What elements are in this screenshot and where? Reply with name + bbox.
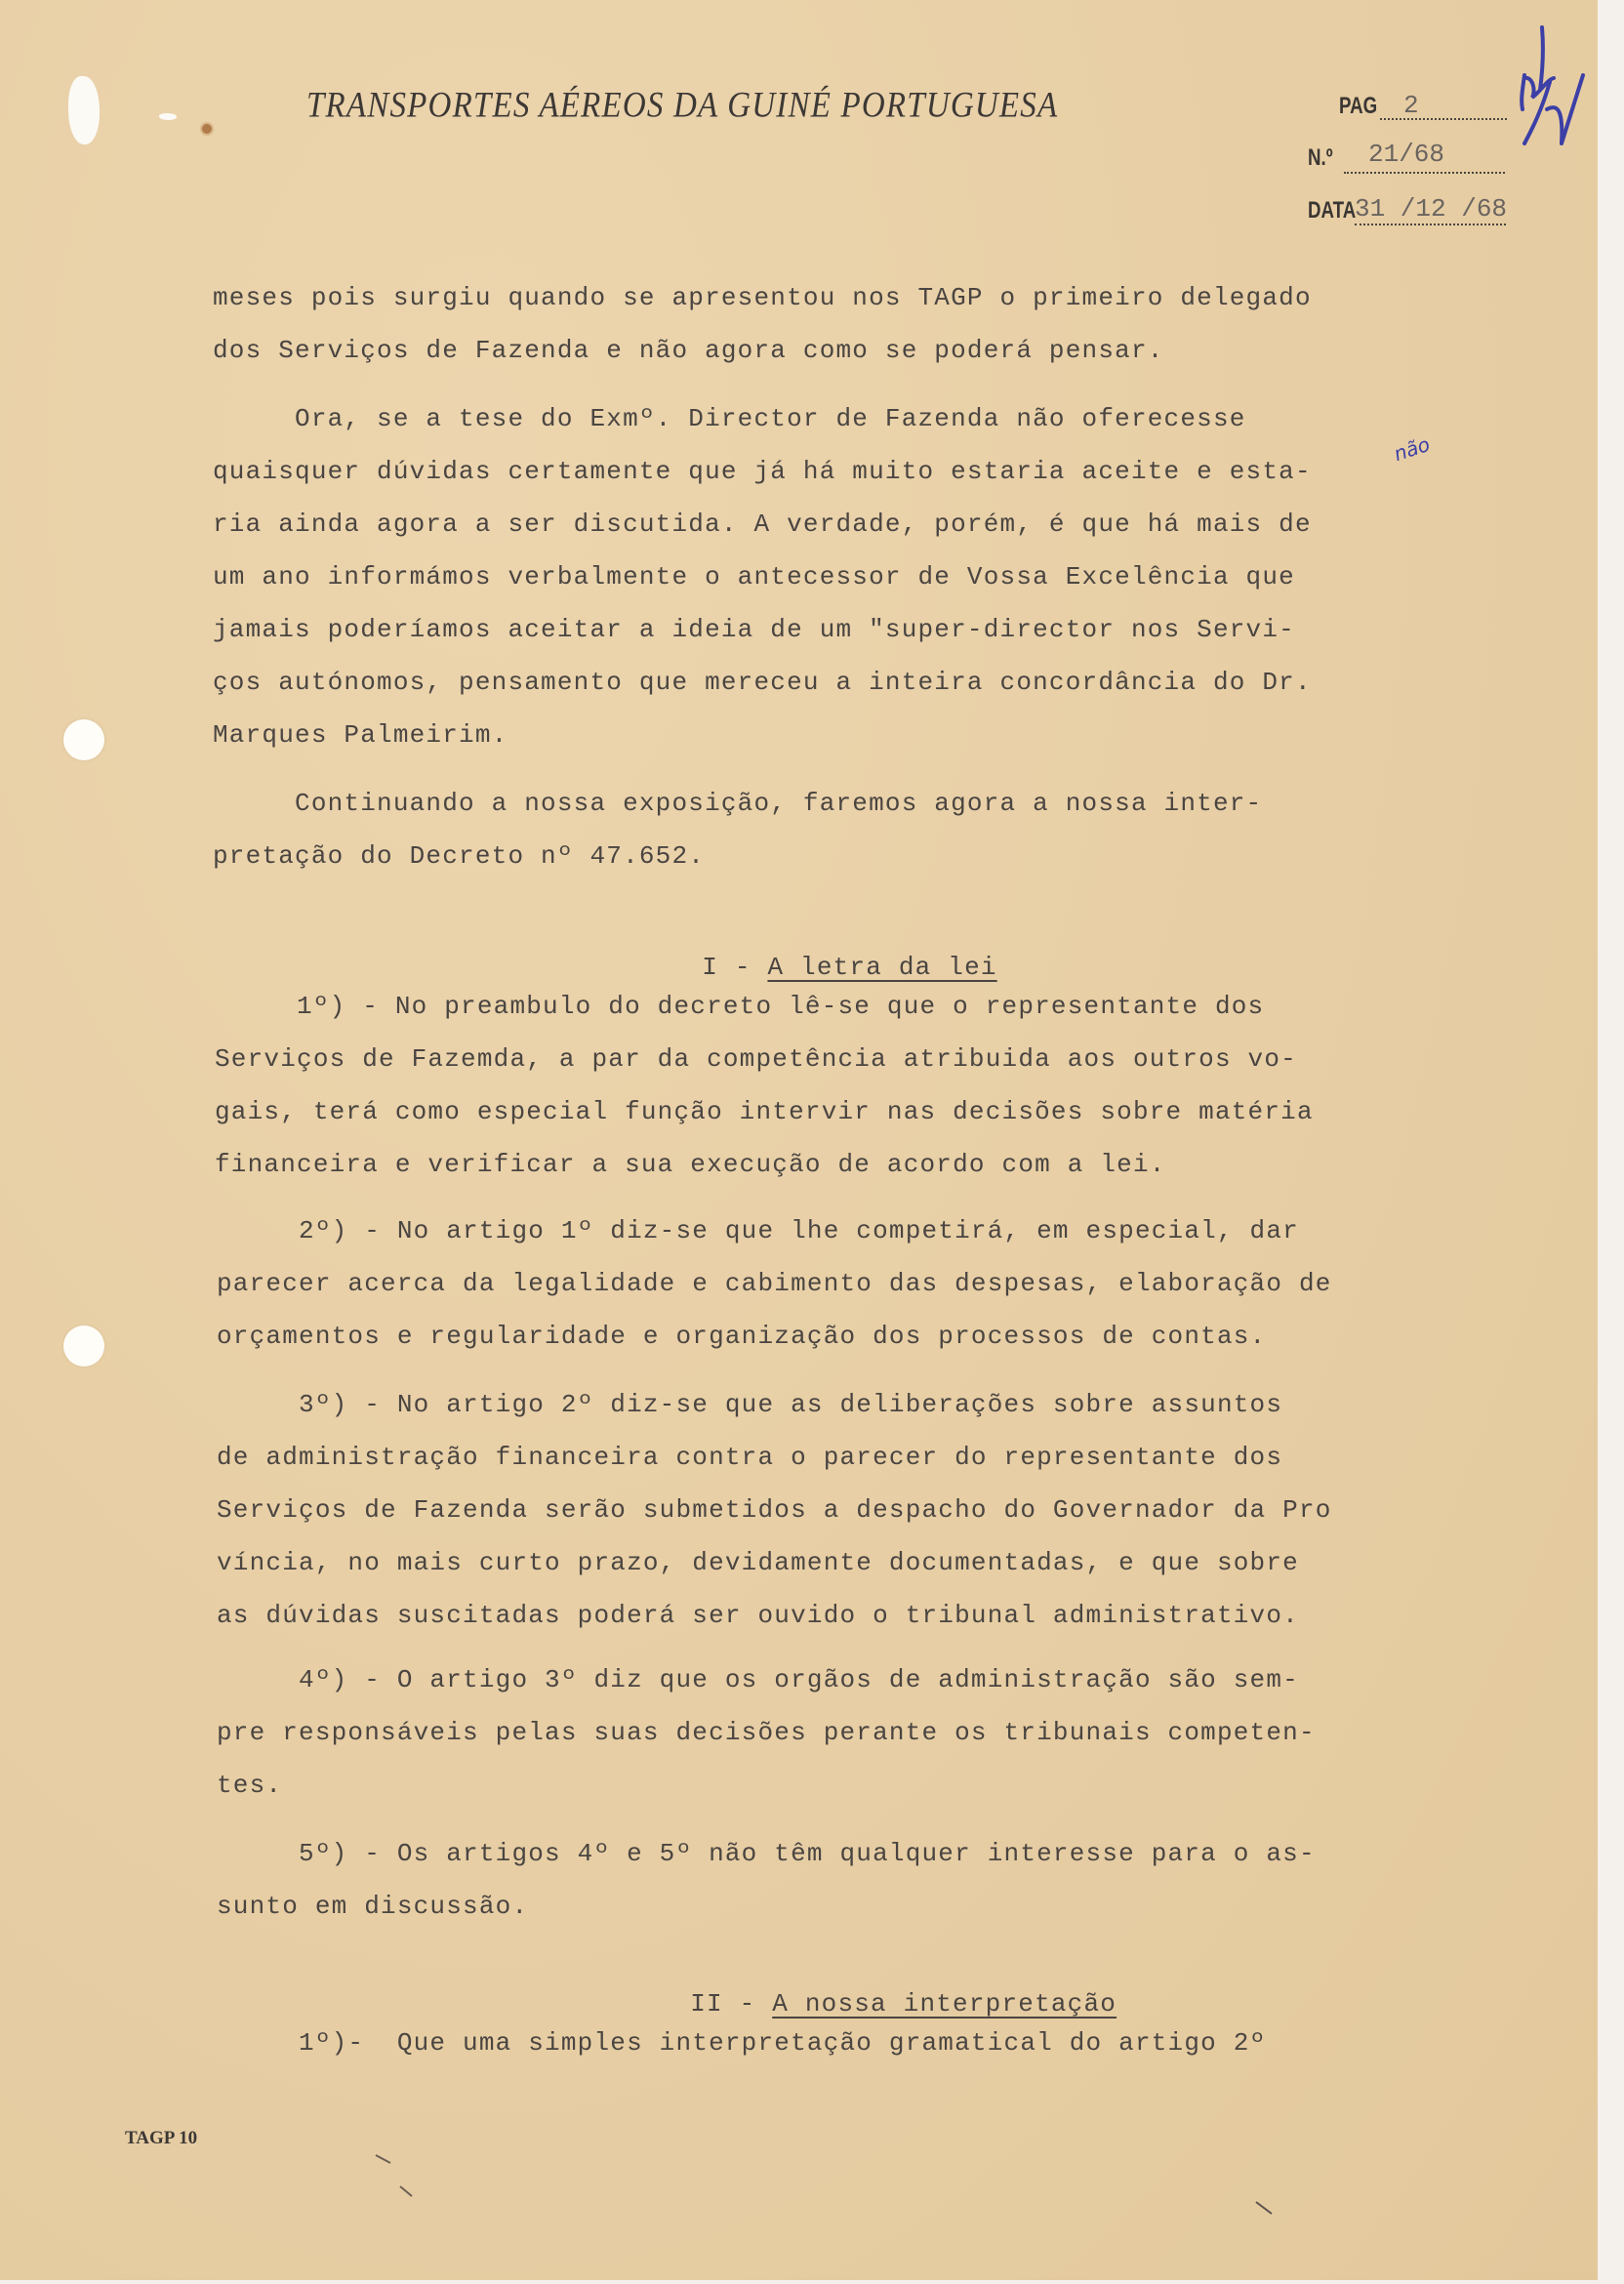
item-line: tes. [217,1771,283,1800]
body-line: Ora, se a tese do Exmº. Director de Fazenda não oferecesse [213,404,1246,433]
body-line: pretação do Decreto nº 47.652. [213,841,706,871]
item-line: 5º) - Os artigos 4º e 5º não têm qualquer interesse para o as- [217,1839,1316,1868]
page-label: PAG [1339,93,1378,119]
torn-paper-mark [159,113,177,120]
item-line: sunto em discussão. [217,1892,529,1921]
handwritten-insert: não [1391,431,1433,467]
section-title: A nossa interpretação [772,1989,1117,2019]
item-line: de administração financeira contra o parecer do representante dos [217,1443,1283,1472]
item-line: parecer acerca da legalidade e cabimento das despesas, elaboração de [217,1269,1332,1298]
punch-hole-top [63,719,104,760]
item-line: 3º) - No artigo 2º diz-se que as deliberações sobre assuntos [217,1390,1283,1419]
document-date: 31 /12 /68 [1355,194,1508,224]
item-line: pre responsáveis pelas suas decisões perante os tribunais competen- [217,1718,1316,1747]
date-label: DATA [1308,197,1357,224]
item-line: 1º)- Que uma simples interpretação gramatical do artigo 2º [217,2028,1267,2058]
body-line: dos Serviços de Fazenda e não agora como se poderá pensar. [213,336,1164,365]
date-dotted-line [1355,224,1506,225]
item-line: 1º) - No preambulo do decreto lê-se que o representante dos [215,992,1265,1021]
stray-pencil-mark [371,2147,429,2225]
item-line: Serviços de Fazenda serão submetidos a despacho do Governador da Pro [217,1495,1332,1525]
body-line: Continuando a nossa exposição, faremos agora a nossa inter- [213,789,1263,818]
punch-hole-bottom [63,1326,104,1366]
body-line: ços autónomos, pensamento que mereceu a inteira concordância do Dr. [213,668,1312,697]
section-title: A letra da lei [767,953,997,982]
body-line: um ano informámos verbalmente o antecessor de Vossa Excelência que [213,562,1295,591]
item-line: gais, terá como especial função intervir nas decisões sobre matéria [215,1097,1314,1126]
body-line: ria ainda agora a ser discutida. A verdade, porém, é que há mais de [213,510,1312,539]
body-line: quaisquer dúvidas certamente que já há muito estaria aceite e esta- [213,457,1312,486]
page-number: 2 [1403,91,1419,120]
item-line: as dúvidas suscitadas poderá ser ouvido o tribunal administrativo. [217,1601,1299,1630]
item-line: Serviços de Fazemda, a par da competência atribuida aos outros vo- [215,1044,1297,1074]
section-numeral: II - [690,1989,773,2019]
item-line: 2º) - No artigo 1º diz-se que lhe competirá, em especial, dar [217,1216,1299,1245]
body-line: meses pois surgiu quando se apresentou nos TAGP o primeiro delegado [213,283,1312,312]
torn-paper-mark [68,76,100,144]
letterhead-title: TRANSPORTES AÉREOS DA GUINÉ PORTUGUESA [306,86,1059,126]
number-dotted-line [1344,172,1505,174]
form-code: TAGP 10 [125,2128,198,2148]
document-number: 21/68 [1368,140,1445,169]
body-line: Marques Palmeirim. [213,720,508,750]
body-line: jamais poderíamos aceitar a ideia de um "super-director nos Servi- [213,615,1295,644]
item-line: víncia, no mais curto prazo, devidamente documentadas, e que sobre [217,1548,1299,1577]
item-line: 4º) - O artigo 3º diz que os orgãos de administração são sem- [217,1665,1299,1694]
number-label: N.º [1308,144,1333,171]
stray-pencil-mark [1254,2196,1283,2225]
page-dotted-line [1380,118,1507,120]
handwritten-initials-icon [1503,21,1591,158]
item-line: orçamentos e regularidade e organização dos processos de contas. [217,1322,1267,1351]
section-numeral: I - [702,953,768,982]
item-line: financeira e verificar a sua execução de acordo com a lei. [215,1150,1166,1179]
staple-rivet [200,122,214,136]
